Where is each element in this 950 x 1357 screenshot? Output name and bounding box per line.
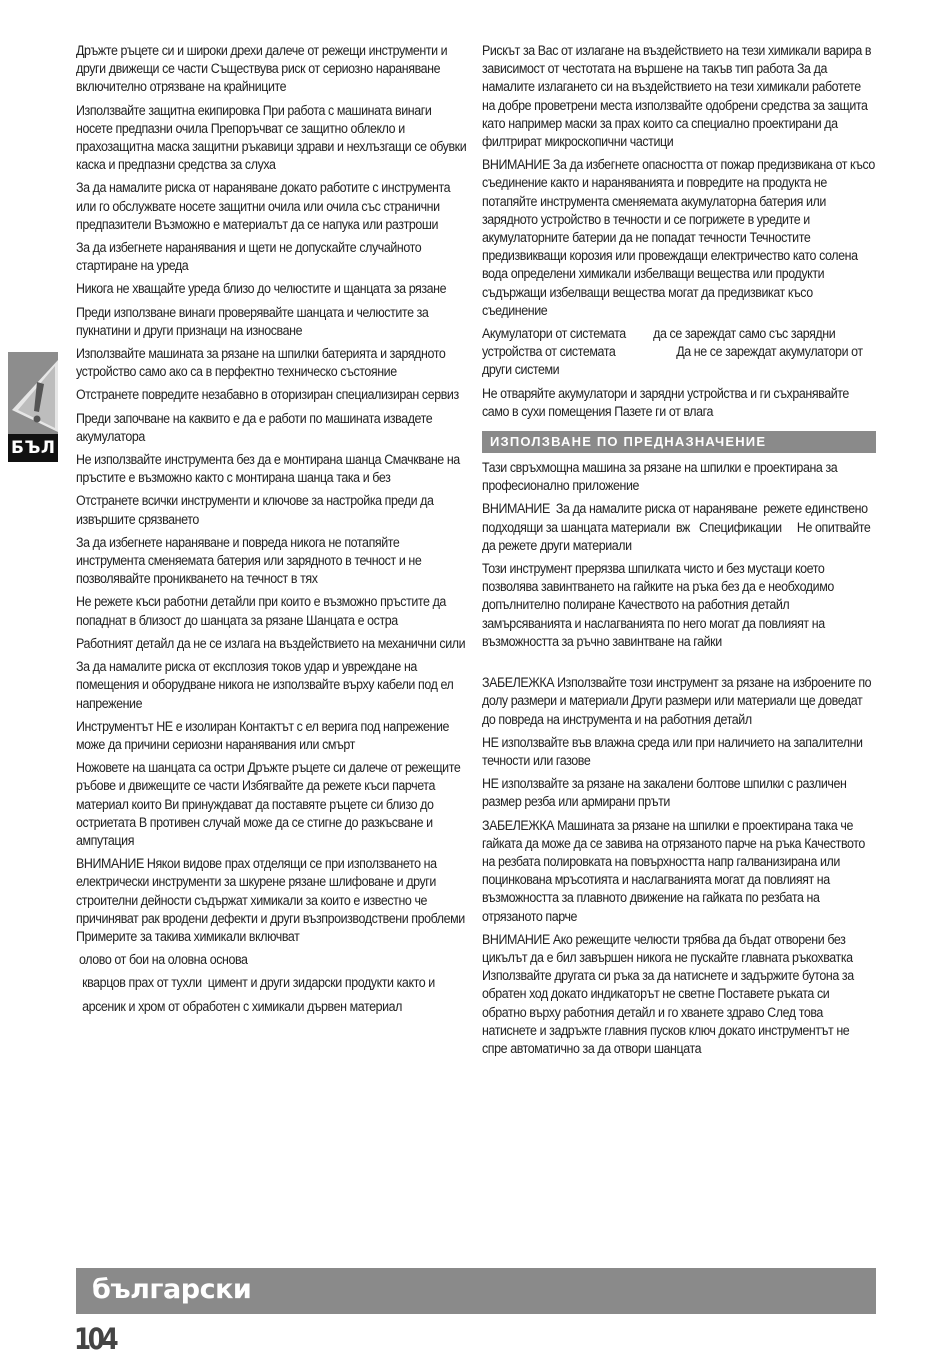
paragraph: Инструментът НЕ е изолиран Контактът с ел верига под напрежение може да причини сериозни наранявания или смърт	[76, 718, 450, 752]
paragraph: Работният детайл да не се излага на въздействието на механични сили	[76, 635, 466, 651]
paragraph: Преди започване на каквито е да е работи по машината извадете акумулатора	[76, 410, 433, 444]
paragraph: ВНИМАНИЕ Ако режещите челюсти трябва да бъдат отворени без цикълът да е бил завършен никога не пускайте главната ръкохватка Използвайте другата си ръка за да натиснете и задържите бутона за обратен ход докато индикаторът не светне Поставете ръката си обратно върху работния детайл и го хванете здраво След това натиснете и задръжте главния пусков ключ докато инструментът не спре автоматично за да отвори шанцата	[482, 931, 854, 1056]
paragraph: ЗАБЕЛЕЖКА Машината за рязане на шпилки е проектирана така че гайката да може да се завива на отрязаното парче на ръка Качеството на резбата полировката на повърхността напр галванизирана или поцинкована мръсотията и наслагванията могат да повлияят на възможността за плавното движение на гайката по резбата на отрязаното парче	[482, 817, 865, 924]
paragraph: Дръжте ръцете си и широки дрехи далече от режещи инструменти и други движещи се части Съществува риск от сериозно нараняване включително отрязване на крайниците	[76, 43, 448, 95]
page-number: 104	[74, 1322, 116, 1356]
footer-language-bar	[76, 1268, 876, 1314]
paragraph: Преди използване винаги проверявайте шанцата и челюстите за пукнатини и други признаци на износване	[76, 304, 429, 338]
paragraph: НЕ използвайте за рязане на закалени болтове шпилки с различен размер резба или армирани пръти	[482, 776, 847, 810]
paragraph: Отстранете всички инструменти и ключове за настройка преди да извършите срязването	[76, 493, 434, 527]
paragraph: Никога не хващайте уреда близо до челюстите и щанцата за рязане	[76, 281, 447, 297]
paragraph: Тази свръхмощна машина за рязане на шпилки е проектирана за професионално приложение	[482, 460, 838, 494]
paragraph: Използвайте машината за рязане на шпилки батерията и зарядното устройство само ако са в перфектно техническо състояние	[76, 346, 446, 380]
paragraph: Не отваряйте акумулатори и зарядни устройства и ги съхранявайте само в сухи помещения Пазете ги от влага	[482, 385, 849, 419]
paragraph: Рискът за Вас от излагане на въздействието на тези химикали варира в зависимост от честотата на вършене на такъв тип работа За да намалите излагането си на въздействието на тези химикали работете на добре проветрени места използвайте одобрени средства за защита като например маски за прах които са специално проектирани да филтрират микроскопични частици	[482, 43, 872, 150]
paragraph: Не режете къси работни детайли при които е възможно пръстите да попаднат в близост до шанцата за рязане Шанцата е остра	[76, 594, 446, 628]
section-heading: ИЗПОЛЗВАНЕ ПО ПРЕДНАЗНАЧЕНИЕ	[482, 431, 876, 453]
footer-language-title: български	[92, 1274, 252, 1305]
language-side-tab	[8, 352, 58, 462]
paragraph: За да намалите риска от експлозия токов удар и увреждане на помещения и оборудване никога не използвайте върху кабели под ел напрежение	[76, 659, 454, 711]
language-code: БЪЛ	[11, 438, 56, 458]
paragraph: ЗАБЕЛЕЖКА Използвайте този инструмент за рязане на изброените по долу размери и материали Други размери или материали ще доведат до повреда на инструмента и на работния детайл	[482, 675, 872, 727]
list-item: арсеник и хром от обработен с химикали дървен материал	[76, 998, 403, 1014]
paragraph: Използвайте защитна екипировка При работа с машината винаги носете предпазни очила Препоръчват се защитно облекло и прахозащитна маска защитни ръкавици здрави и нехлъзгащи се обувки каска и предпазни средства за слуха	[76, 102, 467, 173]
paragraph: НЕ използвайте във влажна среда или при наличието на запалителни течности или газове	[482, 734, 863, 768]
paragraph: Акумулатори от системата да се зареждат само със зарядни устройства от системата Да не се зареждат акумулатори от други системи	[482, 326, 866, 378]
paragraph: ВНИМАНИЕ За да намалите риска от нараняване режете единствено подходящи за шанцата материали вж Спецификации Не опитвайте да режете други материали	[482, 501, 874, 553]
paragraph: За да намалите риска от нараняване докато работите с инструмента или го обслужвате носете защитни очила или очила със странични предпазители Възможно е материалът да се напука или разтроши	[76, 180, 451, 232]
paragraph: Отстранете повредите незабавно в оторизиран специализиран сервиз	[76, 387, 459, 403]
paragraph: За да избегнете наранявания и щети не допускайте случайното стартиране на уреда	[76, 240, 422, 274]
right-column	[482, 42, 878, 1063]
left-column	[76, 42, 471, 1021]
paragraph: Не използвайте инструмента без да е монтирана шанца Смачкване на пръстите е възможно както с монтирана шанца така и без	[76, 452, 460, 486]
list-item: кварцов прах от тухли цимент и други зидарски продукти както и	[76, 975, 435, 991]
paragraph: Ножовете на шанцата са остри Дръжте ръцете си далече от режещите ръбове и движещите се части Избягвайте да режете къси парчета материал които Ви принуждават да поставяте ръцете си близо до остриетата В противен случай може да се стигне до разкъсване и ампутация	[76, 760, 461, 848]
paragraph: ВНИМАНИЕ Някои видове прах отделящи се при използването на електрически инструменти за шкурене рязане шлифоване и други строителни дейности съдържат химикали за които е известно че причиняват рак вродени дефекти и други възпроизводствени проблеми Примерите за такива химикали включват	[76, 856, 465, 944]
paragraph: ВНИМАНИЕ За да избегнете опасността от пожар предизвикана от късо съединение както и нараняванията и повредите на продукта не потапяйте инструмента сменяемата акумулаторна батерия или зарядното устройство в течности и се погрижете в уредите и акумулаторните батерии да не попадат течности Течностите предизвикващи корозия или провеждащи електричество като солена вода определени химикали избелващи вещества или продукти съдържащи избелващи вещества могат да предизвикат късо съединение	[482, 157, 875, 318]
paragraph: Този инструмент прерязва шпилката чисто и без мустаци което позволява завинтването на гайките на ръка без да е необходимо допълнително полиране Качеството на работния детайл замърсяванията и наслагванията по него могат да повлияят на възможността за ръчно завинтване на гайки	[482, 561, 834, 649]
paragraph: За да избегнете нараняване и повреда никога не потапяйте инструмента сменяемата батерия или зарядното в течност и не позволявайте проникването на течност в тях	[76, 534, 422, 587]
list-item: олово от бои на оловна основа	[76, 952, 248, 968]
